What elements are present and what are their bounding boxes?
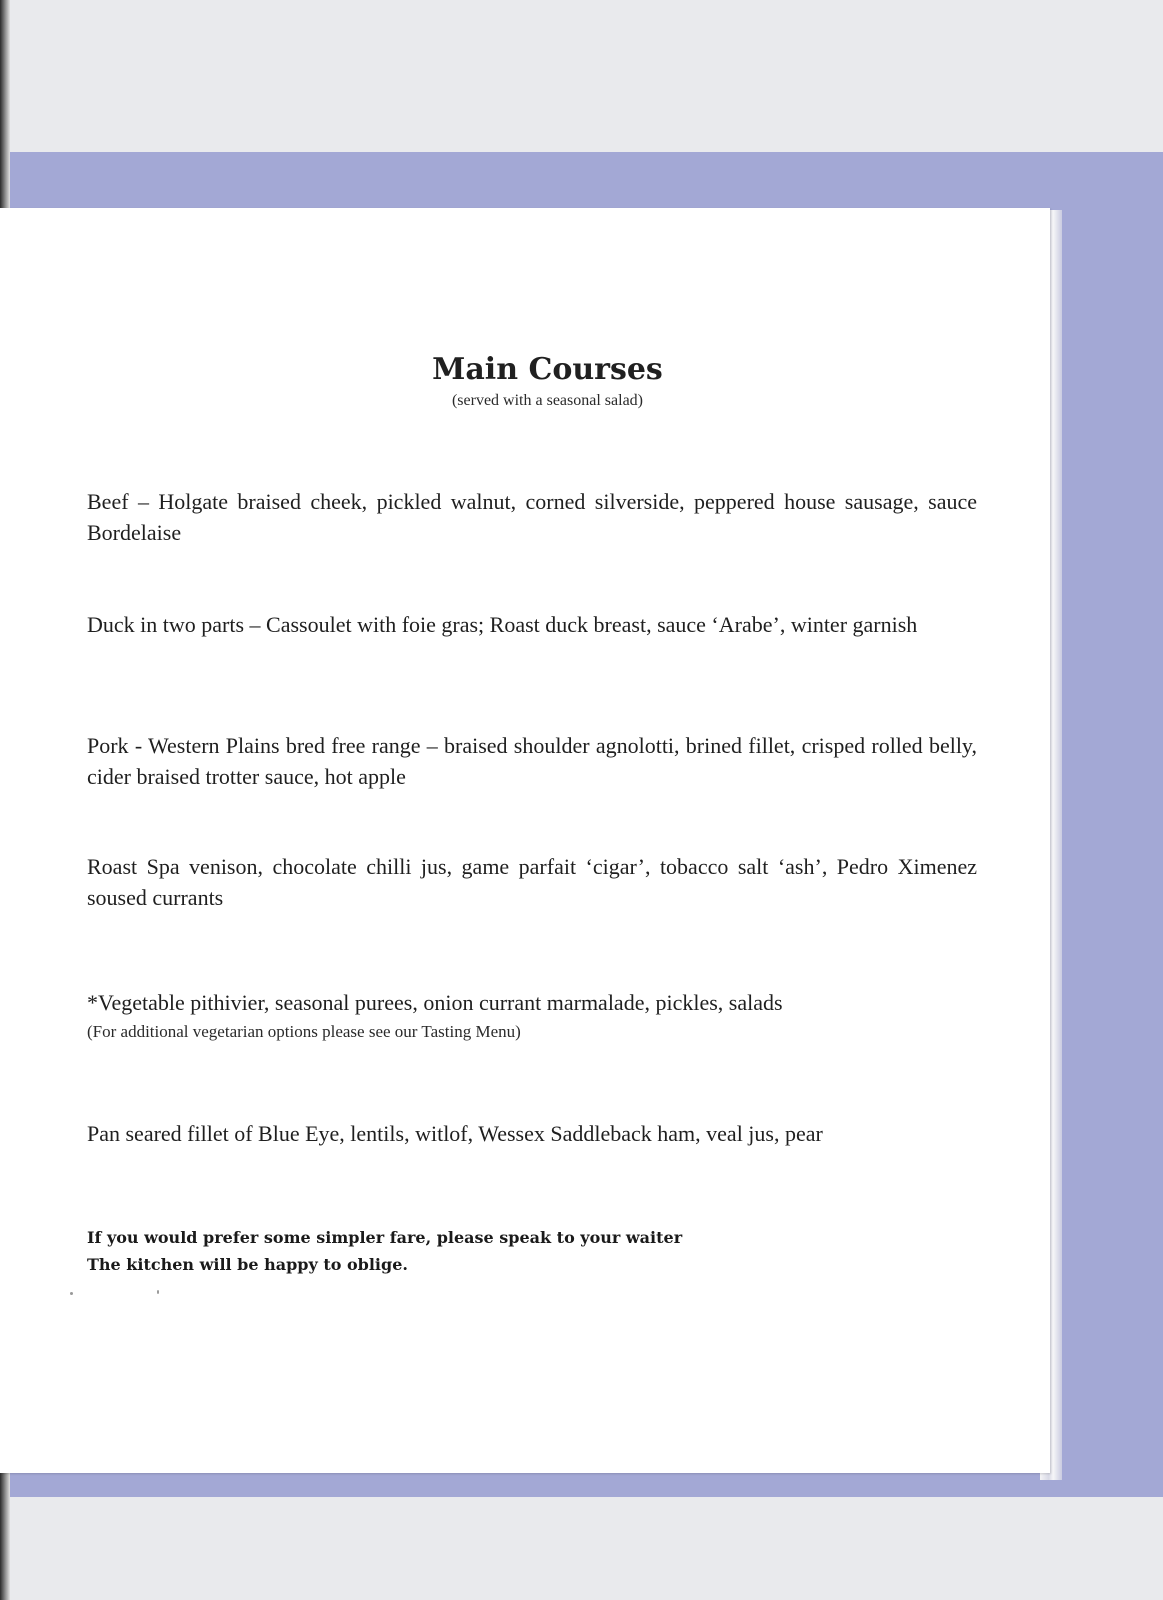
dish-description: Beef – Holgate braised cheek, pickled walnut, corned silverside, peppered house sausage, sauce Bordelaise (87, 489, 977, 545)
page-title: Main Courses (432, 352, 663, 387)
footer-note-line-2: The kitchen will be happy to oblige. (87, 1255, 408, 1274)
vegetarian-note: (For additional vegetarian options please see our Tasting Menu) (87, 1022, 521, 1041)
dish-blue-eye (87, 1118, 977, 1149)
dish-pork (87, 730, 977, 792)
dish-duck (87, 609, 977, 640)
scan-speck (157, 1290, 159, 1294)
dish-description: Roast Spa venison, chocolate chilli jus, game parfait ‘cigar’, tobacco salt ‘ash’, Pedro Ximenez soused currants (87, 854, 977, 910)
dish-vegetable (87, 987, 977, 1044)
dish-venison (87, 851, 977, 913)
dish-beef (87, 486, 977, 548)
dish-description: Pork - Western Plains bred free range – braised shoulder agnolotti, brined fillet, crisped rolled belly, cider braised trotter sauce, hot apple (87, 733, 977, 789)
dish-description: Pan seared fillet of Blue Eye, lentils, witlof, Wessex Saddleback ham, veal jus, pear (87, 1121, 823, 1146)
dish-description: *Vegetable pithivier, seasonal purees, onion currant marmalade, pickles, salads (87, 990, 783, 1015)
menu-page (0, 208, 1050, 1473)
footer-note-line-1: If you would prefer some simpler fare, please speak to your waiter (87, 1228, 683, 1247)
dish-description: Duck in two parts – Cassoulet with foie gras; Roast duck breast, sauce ‘Arabe’, winter garnish (87, 612, 918, 637)
scan-speck (70, 1292, 73, 1295)
page-subtitle: (served with a seasonal salad) (451, 392, 644, 409)
